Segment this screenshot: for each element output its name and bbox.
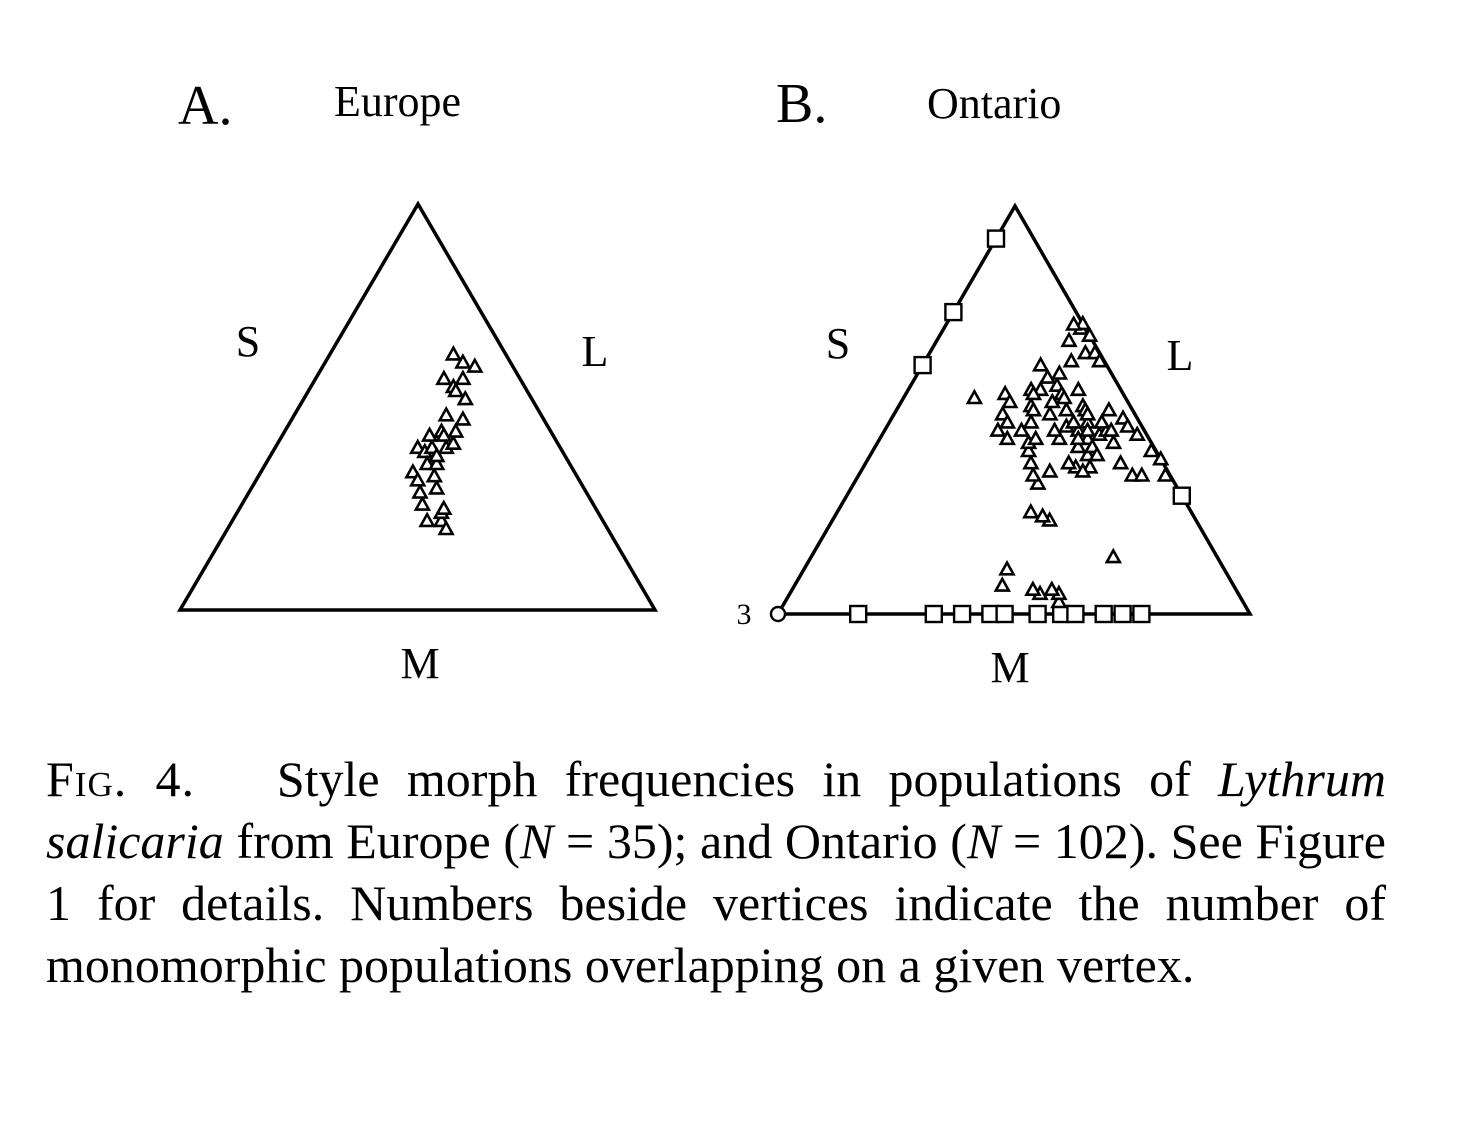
panel-a-point-triangle: [468, 360, 481, 372]
panel-b-point-triangle: [1114, 457, 1127, 469]
panel-a-point-triangle: [437, 502, 450, 514]
panel-b-point-triangle: [1062, 457, 1075, 469]
panel-b-point-square: [1067, 606, 1083, 622]
caption-text-4: = 102). See Figure 1 for details. Numbers beside vertices indicate the number of monomorphic populations overlapping on a given vertex.: [46, 813, 1386, 993]
panel-b-point-triangle: [1053, 367, 1066, 379]
panel-b-point-triangle: [1026, 583, 1039, 595]
panel-b-point-triangle: [968, 391, 981, 403]
caption-text-1: Style morph frequencies in populations of: [276, 751, 1219, 807]
panel-b-point-triangle: [1107, 550, 1120, 562]
panel-b-point-square: [1133, 606, 1149, 622]
caption-fig-label: [46, 751, 195, 807]
panel-a-letter: A.: [178, 75, 233, 137]
panel-b-point-square: [988, 231, 1004, 247]
panel-b-point-square: [915, 357, 931, 373]
panel-b-point-triangle: [1145, 444, 1158, 456]
panel-a-point-triangle: [456, 413, 469, 425]
panel-b-point-square: [954, 606, 970, 622]
panel-b-point-square: [997, 606, 1013, 622]
panel-b-point-square: [945, 304, 961, 320]
panel-b-point-triangle: [1159, 469, 1172, 481]
panel-a-point-triangle: [416, 498, 429, 510]
panel-b-point-triangle: [1045, 583, 1058, 595]
panel-a-point-triangle: [428, 470, 441, 482]
panel-b-point-triangle: [1043, 408, 1056, 420]
panel-b-triangle: [778, 206, 1250, 614]
panel-b-label-l: L: [1166, 331, 1194, 380]
panel-b-point-triangle: [1107, 436, 1120, 448]
panel-a-label-s: S: [235, 317, 261, 366]
panel-b-point-triangle: [1024, 457, 1037, 469]
panel-a-points: [406, 348, 481, 534]
panel-b-points: [771, 231, 1190, 622]
panel-b-point-triangle: [1029, 432, 1042, 444]
panel-b-point-square: [1174, 488, 1190, 504]
panel-a-point-triangle: [456, 372, 469, 384]
caption-text-3: = 35); and Ontario (: [553, 813, 967, 869]
panel-b-point-triangle: [1036, 510, 1049, 522]
panel-b-point-triangle: [1024, 506, 1037, 518]
panel-b-point-triangle: [1041, 371, 1054, 383]
panel-b-vertex-count: 3: [736, 598, 752, 631]
figure-caption: [46, 748, 1386, 996]
panel-b-point-square: [1096, 606, 1112, 622]
panel-b-point-triangle: [1065, 355, 1078, 367]
panel-a-point-triangle: [414, 486, 427, 498]
panel-b-point-square: [926, 606, 942, 622]
caption-n-symbol-1: N: [519, 813, 554, 869]
panel-a-label-l: L: [581, 327, 609, 376]
panel-b-point-triangle: [1063, 334, 1076, 346]
panel-a-point-triangle: [430, 482, 443, 494]
panel-b-label-m: M: [990, 643, 1030, 692]
panel-a-europe: [178, 75, 655, 688]
panel-b-label-s: S: [825, 319, 851, 368]
panel-b-point-triangle: [1067, 318, 1080, 330]
panel-b-point-triangle: [1001, 563, 1014, 575]
panel-a-title: Europe: [334, 77, 462, 126]
panel-a-point-triangle: [423, 429, 436, 441]
panel-a-point-triangle: [440, 409, 453, 421]
caption-fig-label-text: Fig. 4.: [46, 751, 196, 807]
panel-b-point-triangle: [1060, 404, 1073, 416]
panel-b-point-triangle: [1043, 465, 1056, 477]
panel-b-point-triangle: [1034, 359, 1047, 371]
panel-b-point-triangle: [1027, 469, 1040, 481]
panel-b-point-triangle: [1067, 416, 1080, 428]
panel-b-point-triangle: [1072, 383, 1085, 395]
panel-b-point-triangle: [1048, 424, 1061, 436]
panel-a-triangle: [180, 204, 655, 610]
panel-b-point-square: [1115, 606, 1131, 622]
panel-b-point-triangle: [1102, 404, 1115, 416]
panel-a-point-triangle: [447, 348, 460, 360]
panel-b-point-square: [1030, 606, 1046, 622]
panel-b-point-circle: [771, 607, 785, 621]
panel-a-label-m: M: [400, 639, 440, 688]
panel-a-point-triangle: [449, 425, 462, 437]
panel-b-title: Ontario: [927, 79, 1062, 128]
panel-a-point-triangle: [421, 514, 434, 526]
caption-species: Lythrum salicaria: [46, 751, 1386, 869]
panel-b-point-triangle: [1025, 416, 1038, 428]
panel-b-point-triangle: [1135, 469, 1148, 481]
panel-b-letter: B.: [776, 73, 828, 135]
panel-b-point-square: [850, 606, 866, 622]
panel-b-ontario: [737, 73, 1251, 692]
caption-text-2: from Europe (: [223, 813, 520, 869]
panel-b-point-triangle: [996, 579, 1009, 591]
caption-n-symbol-2: N: [966, 813, 1001, 869]
panel-a-point-triangle: [437, 372, 450, 384]
panel-b-point-triangle: [1095, 416, 1108, 428]
